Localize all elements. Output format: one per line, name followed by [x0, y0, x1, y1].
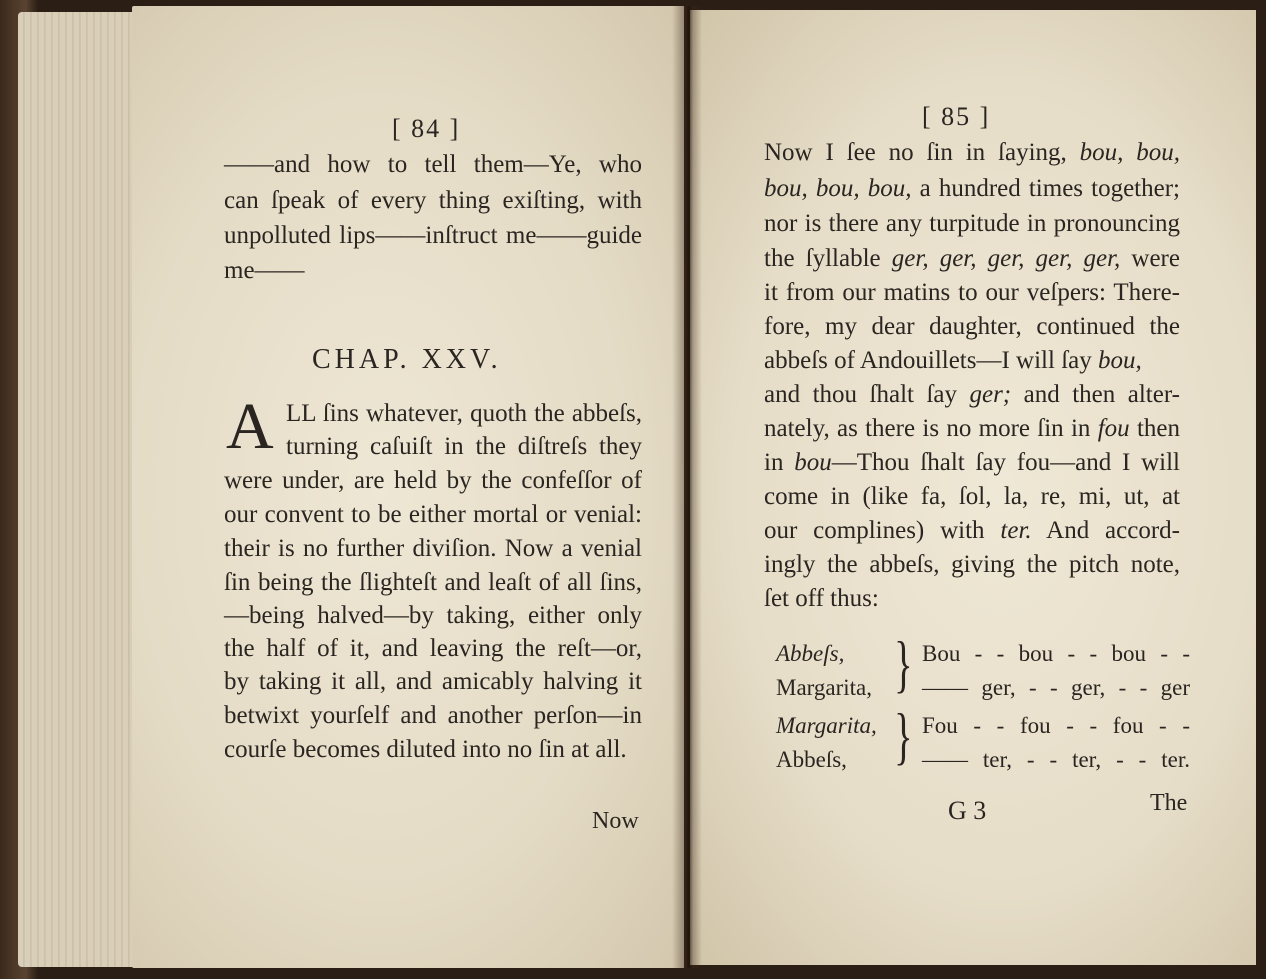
text-line — [764, 280, 1180, 305]
chant-line: Bou - - bou - - bou - - — [922, 641, 1190, 666]
text-line: me—— — [224, 257, 305, 284]
text-line — [764, 314, 1180, 339]
text-line — [764, 552, 1180, 577]
text-line — [764, 450, 1180, 475]
text-line: courſe becomes diluted into no ſin at all. — [224, 736, 627, 763]
italic-text: fou — [1097, 415, 1130, 442]
text-line — [764, 416, 1180, 441]
italic-text: bou — [794, 449, 832, 476]
text-line — [764, 484, 1180, 509]
text-fragment: Now I ſee no ſin in ſaying, — [764, 139, 1080, 166]
text-line — [764, 211, 1180, 236]
catchword: Now — [592, 808, 639, 834]
chant-line: —— ter, - - ter, - - ter. — [922, 747, 1190, 772]
italic-text: bou, — [1097, 347, 1142, 374]
text-fragment: ingly the abbeſs, giving the pitch note, — [764, 551, 1180, 578]
text-fragment: come in (like fa, ſol, la, re, mi, ut, at — [764, 483, 1180, 510]
right-page — [690, 10, 1256, 965]
italic-text: ger; — [969, 381, 1012, 408]
chant-speaker: Margarita, — [776, 713, 877, 738]
text-line — [764, 246, 1180, 271]
text-line: can ſpeak of every thing exiſting, with — [224, 187, 642, 214]
text-line: by taking it all, and amicably halving it — [224, 668, 642, 695]
text-line — [764, 348, 1142, 373]
text-fragment: a hundred times together; — [911, 175, 1180, 202]
text-line: were under, are held by the confeſſor of — [224, 467, 642, 494]
book-gutter — [672, 6, 702, 968]
text-fragment: were — [1120, 245, 1180, 272]
text-line — [764, 518, 1180, 543]
text-fragment: then — [1129, 415, 1180, 442]
signature-mark: G 3 — [948, 796, 987, 825]
chant-speaker: Abbeſs, — [776, 641, 845, 666]
italic-text: bou, bou, bou, — [764, 175, 912, 202]
text-line: unpolluted lips——inſtruct me——guide — [224, 222, 642, 249]
left-page — [132, 6, 684, 968]
chant-line: Fou - - fou - - fou - - — [922, 713, 1190, 738]
text-line: ſin being the ſlighteſt and leaſt of all ſins, — [224, 569, 642, 596]
page-edges — [18, 12, 148, 967]
text-line: —being halved—by taking, either only — [224, 602, 642, 629]
text-line — [764, 140, 1180, 165]
text-fragment: —Thou ſhalt ſay fou—and I will — [831, 449, 1180, 476]
text-fragment: ſet off thus: — [764, 585, 879, 612]
text-fragment: and thou ſhalt ſay — [764, 381, 970, 408]
catchword: The — [1150, 790, 1188, 816]
text-line: turning caſuiſt in the diſtreſs they — [286, 433, 642, 460]
brace-mark: } — [894, 700, 913, 771]
text-fragment: fore, my dear daughter, continued the — [764, 313, 1180, 340]
text-fragment: And accord- — [1031, 517, 1180, 544]
text-line — [764, 586, 879, 611]
text-fragment: our complines) with — [764, 517, 1001, 544]
text-line — [764, 382, 1180, 407]
text-fragment: nor is there any turpitude in pronouncing — [764, 210, 1180, 237]
text-line: the half of it, and leaving the reſt—or, — [224, 635, 642, 662]
italic-text: ger, ger, ger, ger, ger, — [891, 245, 1121, 272]
text-line — [764, 176, 1180, 201]
text-fragment: abbeſs of Andouillets—I will ſay — [764, 347, 1098, 374]
page-number: [ 85 ] — [922, 102, 991, 131]
chapter-heading: CHAP. XXV. — [312, 344, 502, 375]
text-line: ——and how to tell them—Ye, who — [224, 151, 642, 178]
chant-line: —— ger, - - ger, - - ger — [922, 675, 1190, 700]
italic-text: bou, bou, — [1079, 139, 1180, 166]
drop-cap: A — [226, 390, 274, 463]
text-fragment: and then alter- — [1011, 381, 1180, 408]
brace-mark: } — [894, 628, 913, 699]
text-line: our convent to be either mortal or venial: — [224, 501, 642, 528]
text-fragment: nately, as there is no more ſin in — [764, 415, 1098, 442]
text-fragment: in — [764, 449, 795, 476]
text-line: LL ſins whatever, quoth the abbeſs, — [286, 400, 642, 427]
page-number: [ 84 ] — [392, 114, 461, 143]
text-fragment: it from our matins to our veſpers: There- — [764, 279, 1180, 306]
text-fragment: the ſyllable — [764, 245, 892, 272]
italic-text: ter. — [1000, 517, 1032, 544]
text-line: betwixt yourſelf and another perſon—in — [224, 702, 642, 729]
chant-speaker: Margarita, — [776, 675, 873, 700]
text-line: their is no further diviſion. Now a venial — [224, 535, 642, 562]
chant-speaker: Abbeſs, — [776, 747, 847, 772]
